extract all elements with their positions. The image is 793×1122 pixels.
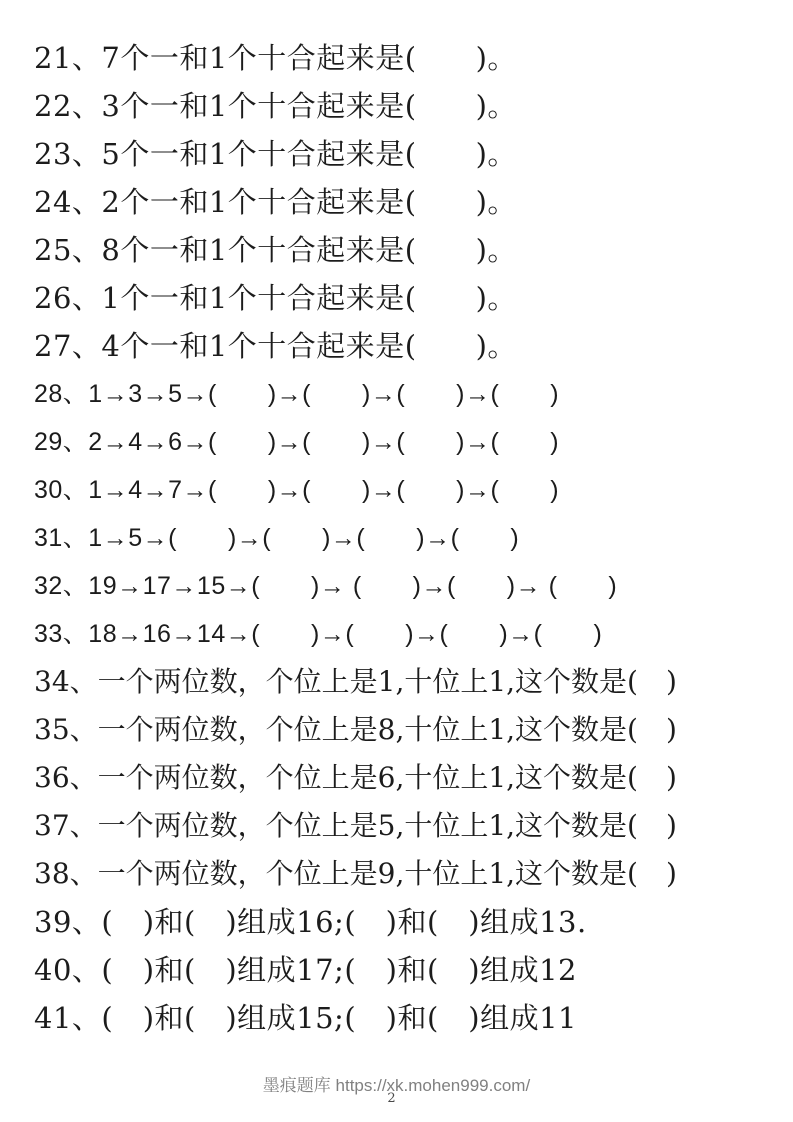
question-list (34, 34, 777, 1042)
question-row-26: 26、1个一和1个十合起来是( )。 (34, 281, 517, 315)
question-row-40: 40、( )和( )组成17;( )和( )组成12 (34, 953, 577, 987)
question-row-38: 38、一个两位数，个位上是9,十位上1,这个数是( ) (34, 857, 677, 890)
question-row-41: 41、( )和( )组成15;( )和( )组成11 (34, 1001, 577, 1035)
question-row-33: 33、18→16→14→( )→( )→( )→( ) (34, 620, 603, 648)
question-row-39: 39、( )和( )组成16;( )和( )组成13. (34, 905, 587, 939)
footer-site-url: 墨痕题库 https://xk.mohen999.com/ (262, 1076, 531, 1095)
question-row-23: 23、5个一和1个十合起来是( )。 (34, 137, 517, 171)
question-row-25: 25、8个一和1个十合起来是( )。 (34, 233, 517, 267)
page-number: 2 (387, 1091, 396, 1106)
question-row-31: 31、1→5→( )→( )→( )→( ) (34, 524, 520, 552)
question-row-24: 24、2个一和1个十合起来是( )。 (34, 185, 517, 219)
question-row-29: 29、2→4→6→( )→( )→( )→( ) (34, 428, 560, 456)
question-row-30: 30、1→4→7→( )→( )→( )→( ) (34, 476, 560, 504)
question-row-28: 28、1→3→5→( )→( )→( )→( ) (34, 380, 560, 408)
question-row-32: 32、19→17→15→( )→ ( )→( )→ ( ) (34, 572, 618, 600)
question-row-34: 34、一个两位数，个位上是1,十位上1,这个数是( ) (34, 665, 677, 698)
question-row-22: 22、3个一和1个十合起来是( )。 (34, 89, 517, 123)
question-row-37: 37、一个两位数，个位上是5,十位上1,这个数是( ) (34, 809, 677, 842)
question-row-35: 35、一个两位数，个位上是8,十位上1,这个数是( ) (34, 713, 677, 746)
question-row-36: 36、一个两位数，个位上是6,十位上1,这个数是( ) (34, 761, 677, 794)
question-row-21: 21、7个一和1个十合起来是( )。 (34, 41, 517, 75)
question-row-27: 27、4个一和1个十合起来是( )。 (34, 329, 517, 363)
